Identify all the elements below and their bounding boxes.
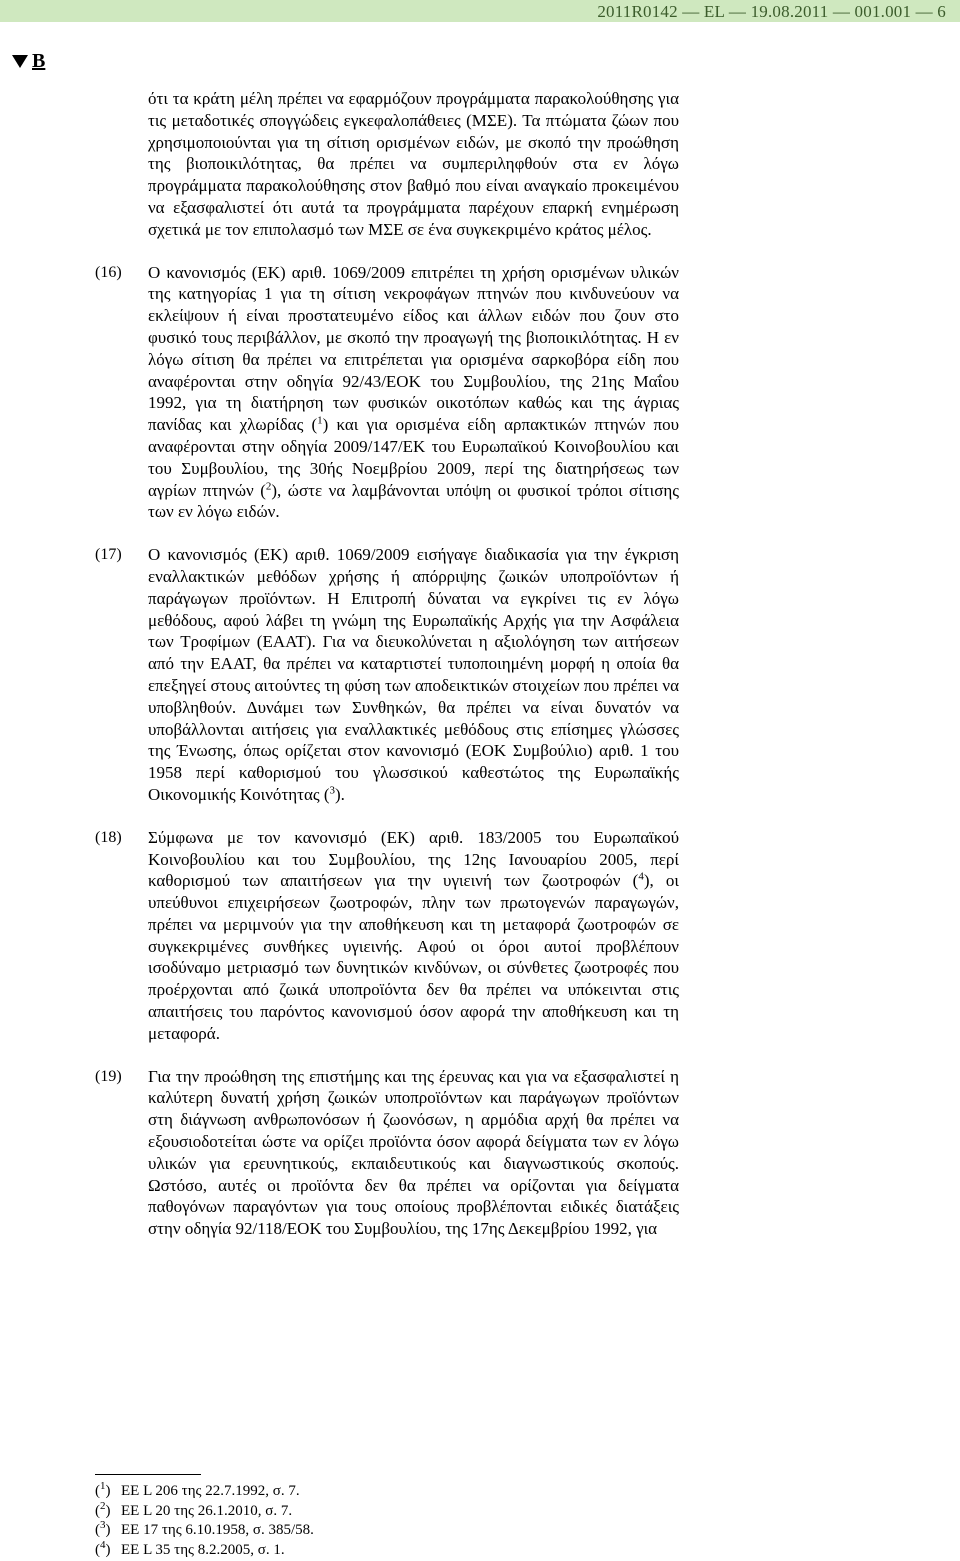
paragraph-15-continuation: ότι τα κράτη μέλη πρέπει να εφαρμόζουν προγράμματα παρακολούθησης για τις μεταδοτικές σπογγώδεις εγκεφαλοπάθειες (ΜΣΕ). Τα πτώματα ζώων που χρησιμοποιούνται για τη σίτιση ορισμένων ειδών, με σκοπό την προώθηση της βιοποικιλότητας, θα πρέπει να συμπεριληφθούν στα εν λόγω προγράμματα παρακολούθησης στον βαθμό που είναι αναγκαίο προκειμένου να εξασφαλιστεί ότι αυτά τα προγράμματα παρέχουν επαρκή ενημέρωση σχετικά με τον επιπολασμό των ΜΣΕ σε ένα συγκεκριμένο κράτος μέλος. xyxy=(148,89,679,239)
footnote-item: ($^2$) ΕΕ L 20 της 26.1.2010, σ. 7. xyxy=(95,1499,293,1519)
footnote-text: ΕΕ 17 της 6.10.1958, σ. 385/58. xyxy=(121,1522,314,1538)
footnote-ref[interactable]: 3 xyxy=(329,784,335,797)
recital-18 xyxy=(95,827,679,1045)
footnote-text: ΕΕ L 206 της 22.7.1992, σ. 7. xyxy=(121,1483,300,1499)
recital-17 xyxy=(95,544,679,806)
recital-number: (18) xyxy=(95,828,122,846)
footnotes xyxy=(95,1482,314,1560)
footnote-ref[interactable]: 1 xyxy=(317,414,323,427)
footnote-item: ($^3$) ΕΕ 17 της 6.10.1958, σ. 385/58. xyxy=(95,1519,314,1538)
footnote-text: ΕΕ L 20 της 26.1.2010, σ. 7. xyxy=(121,1502,293,1519)
recital-19 xyxy=(95,1066,679,1240)
footnote-item: ($^1$) ΕΕ L 206 της 22.7.1992, σ. 7. xyxy=(95,1480,300,1499)
footnote-ref[interactable]: 4 xyxy=(638,870,644,883)
recital-text: Για την προώθηση της επιστήμης και της έρευνας και για να εξασφαλιστεί η καλύτερη δυνατή χρήση ζωικών υποπροϊόντων και παράγωγων προϊόντων στη διάγνωση ανθρωπονόσων ή ζωονόσων, η αρμόδια αρχή θα πρέπει να εξουσιοδοτείται ώστε να ορίζει προϊόντα όσον αφορά δείγματα των εν λόγω υλικών για ερευνητικούς, εκπαιδευτικούς και διαγνωστικούς σκοπούς. Ωστόσο, αυτές οι προϊόντα δεν θα πρέπει να ορίζονται για δείγματα παθογόνων παραγόντων για τους οποίους προβλέπονται ειδικές διατάξεις στην οδηγία 92/118/ΕΟΚ του Συμβουλίου, της 17ης Δεκεμβρίου 1992, για xyxy=(148,1066,679,1239)
recital-number: (16) xyxy=(95,263,122,281)
recital-text: Ο κανονισμός (ΕΚ) αριθ. 1069/2009 επιτρέπει τη χρήση ορισμένων υλικών της κατηγορίας 1 για τη σίτιση νεκροφάγων πτηνών που κινδυνεύουν να εκλείψουν ή είναι προστατευμένο είδος και άλλων ειδών που ζουν στο φυσικό τους περιβάλλον, με σκοπό την προαγωγή της βιοποικιλότητας. Η εν λόγω σίτιση θα πρέπει να επιτρέπεται για ορισμένα σαρκοβόρα είδη που αναφέρονται στην οδηγία 92/43/ΕΟΚ του Συμβουλίου, της 21ης Μαΐου 1992, για τη διατήρηση των φυσικών οικοτόπων καθώς και της άγριας πανίδας και χλωρίδας ($^1$) και για ορισμένα είδη αρπακτικών πτηνών που αναφέρονται στην οδηγία 2009/147/ΕΚ του Ευρωπαϊκού Κοινοβουλίου και του Συμβουλίου, της 30ής Νοεμβρίου 2009, περί της διατηρήσεως των αγρίων πτηνών ($^2$), ώστε να λαμβάνονται υπόψη οι φυσικοί τρόποι σίτισης των εν λόγω ειδών. xyxy=(148,262,679,522)
footnote-item: ($^4$) ΕΕ L 35 της 8.2.2005, σ. 1. xyxy=(95,1538,285,1558)
footnote-divider xyxy=(95,1474,201,1475)
recital-16 xyxy=(95,262,679,524)
footnote-text: ΕΕ L 35 της 8.2.2005, σ. 1. xyxy=(121,1541,285,1558)
recital-number: (17) xyxy=(95,546,122,564)
amendment-marker xyxy=(12,50,45,73)
recital-text: Σύμφωνα με τον κανονισμό (ΕΚ) αριθ. 183/2005 του Ευρωπαϊκού Κοινοβουλίου και του Συμβουλίου, της 12ης Ιανουαρίου 2005, περί καθορισμού των απαιτήσεων για την υγιεινή των ζωοτροφών ($^4$), οι υπεύθυνοι επιχειρήσεων ζωοτροφών, πλην των πρωτογενών παραγωγών, πρέπει να μεριμνούν για την αποθήκευση και τη μεταφορά ζωοτροφών σε συγκεκριμένες συνθήκες υγιεινής. Αφού οι όροι αυτοί προβλέπουν ισοδύναμο μετριασμό των δυνητικών κινδύνων, οι σύνθετες ζωοτροφές που προέρχονται από ζωικά υποπροϊόντα δεν θα πρέπει να υπόκεινται στις απαιτήσεις του παρόντος κανονισμού όσον αφορά την αποθήκευση και τη μεταφορά. xyxy=(148,827,679,1043)
recital-number: (19) xyxy=(95,1067,122,1085)
document-header-bar xyxy=(0,0,960,22)
document-reference: 2011R0142 — EL — 19.08.2011 — 001.001 — 6 xyxy=(597,2,946,21)
amendment-marker-letter[interactable]: B xyxy=(32,50,46,72)
document-body xyxy=(95,88,679,1240)
footnote-ref[interactable]: 2 xyxy=(265,479,272,492)
triangle-down-icon xyxy=(12,55,28,68)
recital-text: Ο κανονισμός (ΕΚ) αριθ. 1069/2009 εισήγαγε διαδικασία για την έγκριση εναλλακτικών μεθόδων χρήσης ή απόρριψης ζωικών υποπροϊόντων ή παράγωγων προϊόντων. Η Επιτροπή δύναται να εγκρίνει τις εν λόγω μεθόδους, αφού λάβει τη γνώμη της Ευρωπαϊκής Αρχής για την Ασφάλεια των Τροφίμων (ΕΑΑΤ). Για να διευκολύνεται η αξιολόγηση των αιτήσεων από την ΕΑΑΤ, θα πρέπει να καταρτιστεί τυποποιημένη μορφή η οποία θα επεξηγεί στους αιτούντες τη φύση των αποδεικτικών στοιχείων που πρέπει να υποβληθούν. Δυνάμει των Συνθηκών, θα πρέπει να είναι δυνατόν να υποβάλλονται αιτήσεις για εναλλακτικές μεθόδους στις επίσημες γλώσσες της Ένωσης, όπως ορίζεται στον κανονισμό (ΕΟΚ Συμβούλιο) αριθ. 1 του 1958 περί καθορισμού του γλωσσικού καθεστώτος της Ευρωπαϊκής Οικονομικής Κοινότητας ($^3$). xyxy=(148,545,679,804)
